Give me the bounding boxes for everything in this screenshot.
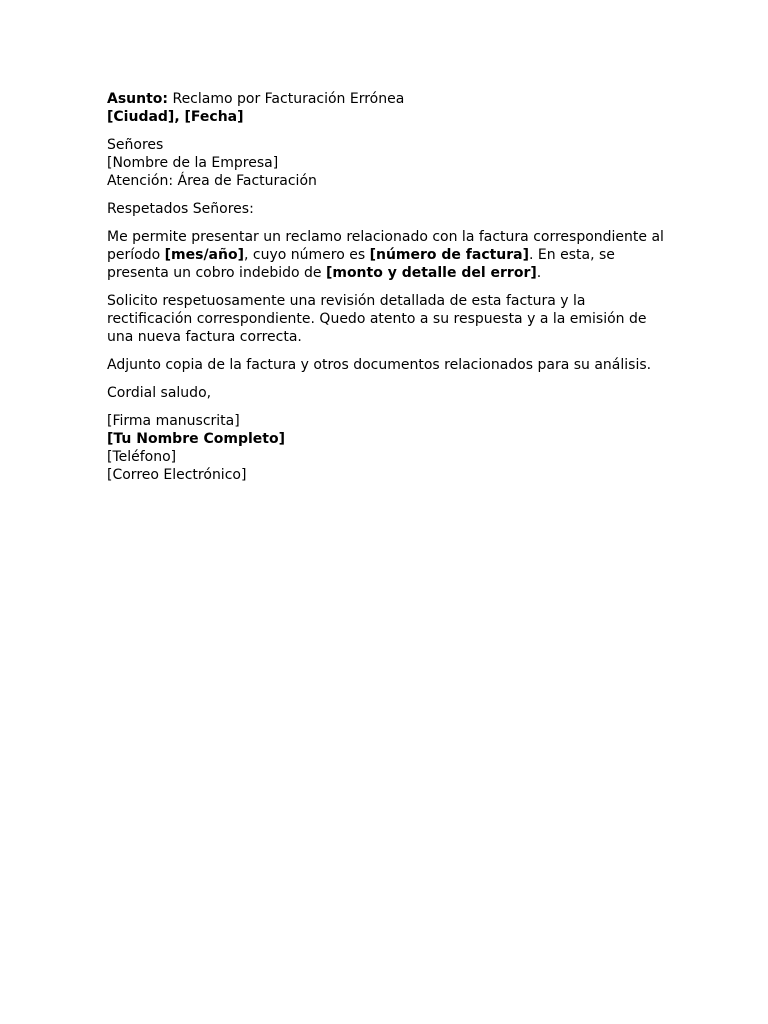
p1-period: [mes/año] — [164, 247, 244, 263]
signature-firma: [Firma manuscrita] — [107, 413, 240, 429]
p1-text-4: . — [536, 265, 542, 281]
body-paragraph-2: Solicito respetuosamente una revisión detallada de esta factura y la rectificación correspondiente. Quedo atento a su respuesta y a la emisión de una nueva factura correcta. — [107, 293, 647, 345]
p1-text-3: . En esta, se presenta un cobro indebido de — [107, 247, 615, 281]
p1-amount-detail: [monto y detalle del error] — [325, 265, 537, 281]
signature-email: [Correo Electrónico] — [107, 467, 247, 483]
subject-block — [107, 90, 667, 126]
subject-line — [107, 90, 667, 108]
p1-invoice-number: [número de factura] — [369, 247, 530, 263]
recipient-block — [107, 136, 667, 190]
letter-page — [107, 90, 667, 484]
closing: Cordial saludo, — [107, 385, 212, 401]
body-paragraph-1 — [107, 228, 667, 282]
recipient-salutation: Señores — [107, 137, 164, 153]
signature-name: [Tu Nombre Completo] — [107, 431, 285, 447]
body-paragraph-3: Adjunto copia de la factura y otros documentos relacionados para su análisis. — [107, 357, 652, 373]
recipient-company: [Nombre de la Empresa] — [107, 155, 279, 171]
p1-text-1: Me permite presentar un reclamo relacionado con la factura correspondiente al período — [107, 229, 664, 263]
subject-label: Asunto: — [107, 91, 169, 107]
greeting: Respetados Señores: — [107, 201, 254, 217]
signature-phone: [Teléfono] — [107, 449, 177, 465]
p1-text-2: , cuyo número es — [243, 247, 370, 263]
subject-text: Reclamo por Facturación Errónea — [172, 91, 405, 107]
signature-block — [107, 412, 667, 484]
recipient-attention: Atención: Área de Facturación — [107, 173, 317, 189]
place-date: [Ciudad], [Fecha] — [107, 109, 244, 125]
